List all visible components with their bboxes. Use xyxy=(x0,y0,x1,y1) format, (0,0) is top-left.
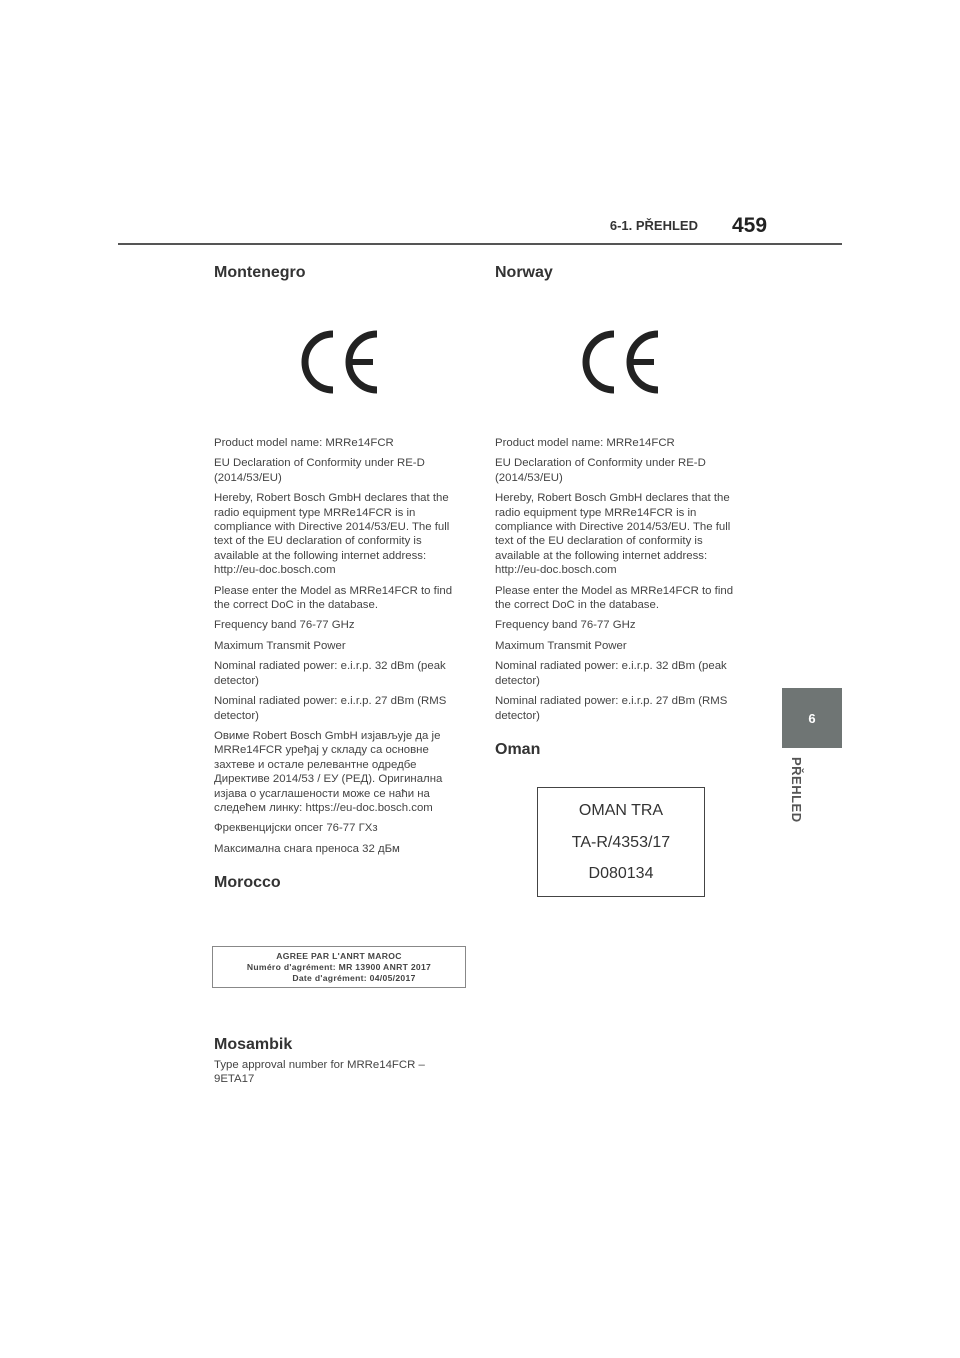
right-column xyxy=(495,264,745,759)
section-title: 6-1. PŘEHLED xyxy=(609,218,698,233)
paragraph: Product model name: MRRe14FCR xyxy=(495,437,675,449)
paragraph: EU Declaration of Conformity under RE-D (2014/53/EU) xyxy=(495,457,706,484)
left-column xyxy=(214,264,464,892)
paragraph: Please enter the Model as MRRe14FCR to find the correct DoC in the database. xyxy=(495,584,734,612)
paragraph: Овиме Robert Bosch GmbH изјављује да је MRRe14FCR уређај у складу са основне захтеве и остале релевантне одредбе Директиве 2014/53 / ЕУ (РЕД). Оригинална изјава о усаглашености може се наћи на следећем линку: https://eu-doc.bosch.com xyxy=(214,729,443,814)
paragraph: Hereby, Robert Bosch GmbH declares that the radio equipment type MRRe14FCR is in compliance with Directive 2014/53/EU. The full text of the EU declaration of conformity is available at the following internet address: http://eu-doc.bosch.com xyxy=(495,492,731,577)
paragraph: Nominal radiated power: e.i.r.p. 27 dBm (RMS detector) xyxy=(214,695,447,722)
ce-mark-icon xyxy=(578,330,662,394)
paragraph: EU Declaration of Conformity under RE-D (2014/53/EU) xyxy=(214,457,425,484)
paragraph: Максимална снага преноса 32 дБм xyxy=(214,842,400,855)
label-line: OMAN TRA xyxy=(578,802,664,819)
label-line: Date d'agrément: 04/05/2017 xyxy=(292,973,416,983)
oman-heading: Oman xyxy=(495,740,541,758)
paragraph: Nominal radiated power: e.i.r.p. 32 dBm (peak detector) xyxy=(214,660,446,687)
paragraph: Maximum Transmit Power xyxy=(495,639,627,652)
norway-heading: Norway xyxy=(495,264,553,281)
paragraph: Nominal radiated power: e.i.r.p. 32 dBm (peak detector) xyxy=(495,660,727,687)
montenegro-heading: Montenegro xyxy=(214,264,306,281)
morocco-heading: Morocco xyxy=(214,874,281,892)
header-divider xyxy=(118,243,842,245)
label-line: D080134 xyxy=(588,865,654,882)
paragraph: Frequency band 76-77 GHz xyxy=(214,619,355,632)
paragraph: Maximum Transmit Power xyxy=(214,639,346,652)
paragraph: Hereby, Robert Bosch GmbH declares that the radio equipment type MRRe14FCR is in compliance with Directive 2014/53/EU. The full text of the EU declaration of conformity is available at the following internet address: http://eu-doc.bosch.com xyxy=(214,492,450,577)
montenegro-text xyxy=(214,436,464,856)
paragraph: Type approval number for MRRe14FCR – 9ETA17 xyxy=(214,1059,425,1086)
paragraph: Product model name: MRRe14FCR xyxy=(214,437,394,449)
paragraph: Фреквенцијски опсег 76-77 ГХз xyxy=(214,822,378,835)
norway-text xyxy=(495,436,745,723)
chapter-label: PŘEHLED xyxy=(789,757,804,823)
ce-mark-icon xyxy=(297,330,381,394)
label-line: TA-R/4353/17 xyxy=(571,834,671,851)
oman-approval-label xyxy=(537,787,705,897)
page-number: 459 xyxy=(732,214,768,237)
paragraph: Nominal radiated power: e.i.r.p. 27 dBm (RMS detector) xyxy=(495,695,728,722)
mosambik-heading: Mosambik xyxy=(214,1036,293,1053)
label-line: Numéro d'agrément: MR 13900 ANRT 2017 xyxy=(246,962,432,972)
morocco-approval-label xyxy=(212,946,466,988)
chapter-number: 6 xyxy=(808,710,816,726)
mosambik-section xyxy=(214,1036,464,1093)
paragraph: Frequency band 76-77 GHz xyxy=(495,619,636,632)
chapter-tab xyxy=(782,688,842,748)
label-line: AGREE PAR L'ANRT MAROC xyxy=(276,951,402,961)
paragraph: Please enter the Model as MRRe14FCR to find the correct DoC in the database. xyxy=(214,584,453,612)
